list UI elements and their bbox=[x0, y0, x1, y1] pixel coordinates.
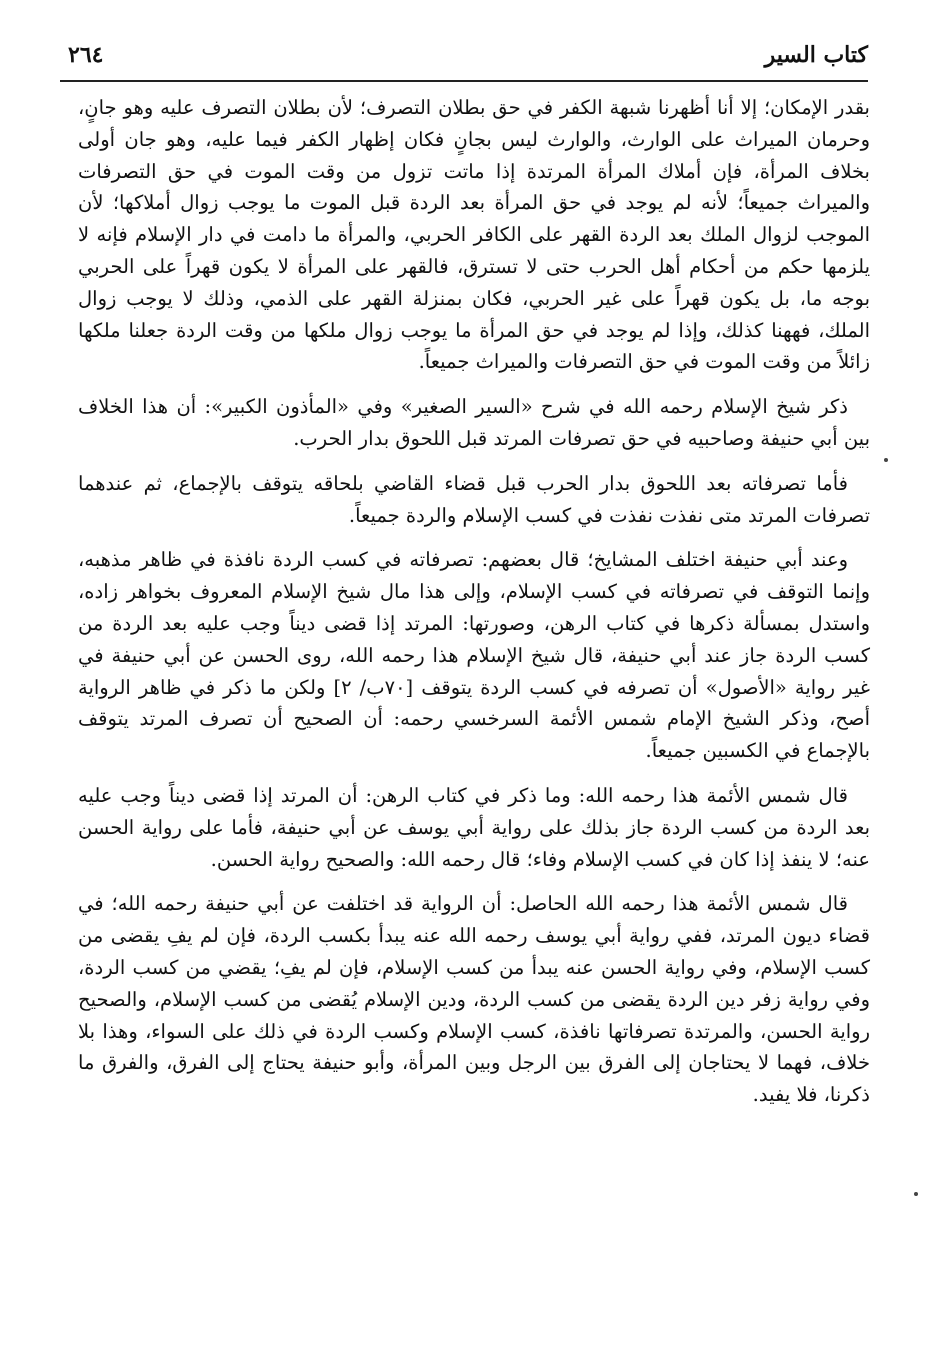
paragraph-4: وعند أبي حنيفة اختلف المشايخ؛ قال بعضهم: تصرفاته في كسب الردة نافذة في ظاهر مذهبه، وإنما التوقف في تصرفاته في كسب الإسلام، وإلى هذا مال شيخ الإسلام المعروف بخواهر زاده، واستدل بمسألة ذكرها في كتاب الرهن، وصورتها: المرتد إذا قضى ديناً وجب عليه بعد الردة من كسب الردة جاز عند أبي حنيفة، قال شيخ الإسلام هذا رحمه الله، روى الحسن عن أبي حنيفة في غير رواية «الأصول» أن تصرفه في كسب الردة يتوقف [٧٠ب/ ٢] ولكن ما ذكر في ظاهر الرواية أصح، وذكر الشيخ الإمام شمس الأئمة السرخسي رحمه: أن الصحيح أن تصرف المرتد يتوقف بالإجماع في الكسبين جميعاً. bbox=[78, 548, 870, 763]
paragraph-2: ذكر شيخ الإسلام رحمه الله في شرح «السير الصغير» وفي «المأذون الكبير»: أن هذا الخلاف بين أبي حنيفة وصاحبيه في حق تصرفات المرتد قبل اللحوق بدار الحرب. bbox=[78, 395, 870, 450]
running-title: كتاب السير bbox=[764, 42, 868, 68]
margin-dot bbox=[884, 458, 888, 462]
page-number: ٢٦٤ bbox=[68, 42, 104, 68]
margin-dot bbox=[914, 1192, 918, 1196]
paragraph-3: فأما تصرفاته بعد اللحوق بدار الحرب قبل قضاء القاضي بلحاقه يتوقف بالإجماع، ثم عندهما تصرفات المرتد متى نفذت نفذت في كسب الإسلام والردة جميعاً. bbox=[78, 471, 870, 527]
paragraph-6: قال شمس الأئمة هذا رحمه الله الحاصل: أن الرواية قد اختلفت عن أبي حنيفة رحمه الله؛ في قضاء ديون المرتد، ففي رواية أبي يوسف رحمه الله عنه يبدأ بكسب الردة، فإن لم يفِ يقضى من كسب الإسلام، وفي رواية الحسن عنه يبدأ من كسب الإسلام، فإن لم يفِ؛ يقضي من كسب الردة، وفي رواية زفر دين الردة يقضى من كسب الردة، ودين الإسلام يُقضى من كسب الإسلام، والصحيح رواية الحسن، والمرتدة تصرفاتها نافذة، كسب الإسلام وكسب الردة في ذلك على السواء، وهذا بلا خلاف، فهما لا يحتاجان إلى الفرق بين الرجل وبين المرأة، وأبو حنيفة يحتاج إلى الفرق، والفرق ما ذكرنا، فلا يفيد. bbox=[78, 892, 871, 1107]
paragraph-5: قال شمس الأئمة هذا رحمه الله: وما ذكر في كتاب الرهن: أن المرتد إذا قضى ديناً وجب عليه بعد الردة من كسب الردة جاز بذلك على رواية أبي يوسف عن أبي حنيفة، فأما على رواية الحسن عنه؛ لا ينفذ إذا كان في كسب الإسلام وفاء؛ قال رحمه الله: والصحيح رواية الحسن. bbox=[78, 783, 870, 871]
header-divider bbox=[60, 80, 868, 82]
page-header bbox=[60, 38, 868, 80]
paragraph-1: بقدر الإمكان؛ إلا أنا أظهرنا شبهة الكفر في حق بطلان التصرف؛ لأن بطلان التصرف عليه وهو جانٍ، وحرمان الميراث على الوارث، والوارث ليس بجانٍ فكان إظهار الكفر فيما عليه، وهو جان أولى بخلاف المرأة، فإن أملاك المرأة المرتدة إذا ماتت تزول من وقت الموت في حق التصرفات والميراث جميعاً؛ لأنه لم يوجد في حق المرأة بعد الردة قبل الموت ما يوجب زوال أملاكها؛ لأن الموجب لزوال الملك بعد الردة القهر على الكافر الحربي، والمرأة ما دامت في دار الإسلام فإنه لا يلزمها حكم من أحكام أهل الحرب حتى لا تسترق، فالقهر على المرأة لا يكون قهراً على الحربي بوجه ما، بل يكون قهراً على غير الحربي، فكان بمنزلة القهر على الذمي، وذلك لا يوجب زوال الملك، فههنا كذلك، وإذا لم يوجد في حق المرأة ما يوجب زوال ملكها من وقت الردة جعلنا ملكها زائلاً من وقت الموت في حق التصرفات والميراث جميعاً. bbox=[78, 96, 870, 374]
page-body bbox=[78, 92, 870, 1124]
